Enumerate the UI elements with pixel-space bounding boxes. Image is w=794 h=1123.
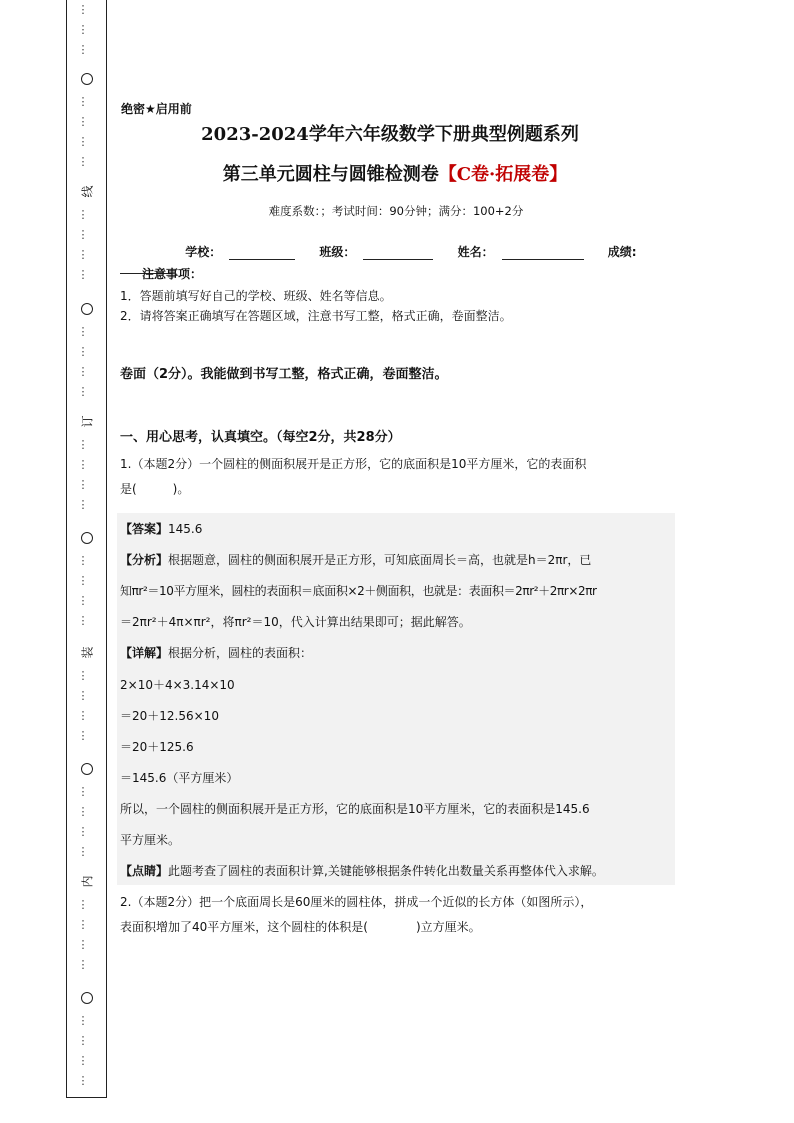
margin-dots: ⋮ ⋮ ⋮ ⋮ bbox=[77, 325, 89, 398]
question-2-line: 2.（本题2分）把一个底面周长是60厘米的圆柱体，拼成一个近似的长方体（如图所示）， bbox=[120, 895, 593, 909]
note-item: 2．请将答案正确填写在答题区域，注意书写工整，格式正确，卷面整洁。 bbox=[120, 309, 512, 323]
analysis-text: 根据题意，圆柱的侧面积展开是正方形，可知底面周长＝高，也就是h＝2πr，已 bbox=[168, 553, 592, 567]
detail-intro: 根据分析，圆柱的表面积： bbox=[168, 646, 313, 660]
margin-circle bbox=[81, 763, 93, 775]
class-label: 班级： bbox=[319, 245, 356, 259]
margin-dots: ⋮ ⋮ ⋮ ⋮ bbox=[77, 95, 89, 168]
comment-label: 【点睛】 bbox=[120, 864, 169, 878]
exam-title: 2023-2024学年六年级数学下册典型例题系列 bbox=[201, 124, 579, 145]
margin-label-zhuang: 装 bbox=[80, 646, 95, 659]
name-field[interactable] bbox=[502, 259, 584, 260]
margin-dots: ⋮ ⋮ ⋮ ⋮ bbox=[77, 438, 89, 511]
conclusion-line: 所以，一个圆柱的侧面积展开是正方形，它的底面积是10平方厘米，它的表面积是145.6 bbox=[120, 802, 590, 816]
analysis-line bbox=[120, 551, 676, 568]
subtitle-tag: 【C卷·拓展卷】 bbox=[438, 164, 568, 185]
margin-circle bbox=[81, 303, 93, 315]
margin-circle bbox=[81, 532, 93, 544]
question-1-line: 是( )。 bbox=[120, 482, 190, 496]
score-label: 成绩: bbox=[607, 245, 637, 259]
answer-value: 145.6 bbox=[168, 522, 203, 536]
class-field[interactable] bbox=[363, 259, 433, 260]
question-1-line: 1.（本题2分）一个圆柱的侧面积展开是正方形，它的底面积是10平方厘米，它的表面积 bbox=[120, 457, 587, 471]
section-heading: 一、用心思考，认真填空。（每空2分，共28分） bbox=[120, 430, 401, 445]
analysis-line: ＝2πr²＋4π×πr²，将πr²＝10，代入计算出结果即可；据此解答。 bbox=[120, 615, 471, 629]
answer-line bbox=[120, 520, 676, 537]
neatness-statement: 卷面（2分）。我能做到书写工整，格式正确，卷面整洁。 bbox=[120, 367, 448, 382]
question-1 bbox=[120, 452, 676, 502]
margin-circle bbox=[81, 992, 93, 1004]
school-field[interactable] bbox=[229, 259, 295, 260]
margin-label-nei: 内 bbox=[80, 875, 95, 888]
margin-dots: ⋮ ⋮ ⋮ bbox=[77, 3, 89, 56]
note-item: 1．答题前填写好自己的学校、班级、姓名等信息。 bbox=[120, 289, 392, 303]
answer-box bbox=[117, 513, 675, 885]
margin-dots: ⋮ ⋮ ⋮ ⋮ bbox=[77, 669, 89, 742]
calc-step: ＝20＋12.56×10 bbox=[120, 709, 219, 723]
margin-dots: ⋮ ⋮ ⋮ ⋮ bbox=[77, 898, 89, 971]
margin-circle bbox=[81, 73, 93, 85]
detail-line bbox=[120, 644, 676, 661]
exam-meta: 难度系数：；考试时间：90分钟；满分：100+2分 bbox=[268, 204, 524, 218]
exam-subtitle bbox=[180, 160, 610, 186]
comment-text: 此题考查了圆柱的表面积计算,关键能够根据条件转化出数量关系再整体代入求解。 bbox=[168, 864, 604, 878]
student-info bbox=[120, 243, 680, 274]
name-label: 姓名： bbox=[457, 245, 494, 259]
margin-label-xian: 线 bbox=[80, 185, 95, 198]
calc-step: 2×10＋4×3.14×10 bbox=[120, 678, 235, 692]
margin-label-ding: 订 bbox=[80, 415, 95, 428]
analysis-label: 【分析】 bbox=[120, 553, 169, 567]
margin-dots: ⋮ ⋮ ⋮ ⋮ bbox=[77, 785, 89, 858]
school-label: 学校： bbox=[185, 245, 222, 259]
calc-step: ＝20＋125.6 bbox=[120, 740, 194, 754]
margin-dots: ⋮ ⋮ ⋮ ⋮ bbox=[77, 208, 89, 281]
question-2-line: 表面积增加了40平方厘米，这个圆柱的体积是( )立方厘米。 bbox=[120, 920, 481, 934]
answer-label: 【答案】 bbox=[120, 522, 169, 536]
margin-dots: ⋮ ⋮ ⋮ ⋮ bbox=[77, 1014, 89, 1087]
analysis-line: 知πr²＝10平方厘米，圆柱的表面积＝底面积×2＋侧面积，也就是：表面积＝2πr²＋2πr×2πr bbox=[120, 584, 597, 598]
subtitle-main: 第三单元圆柱与圆锥检测卷 bbox=[222, 164, 439, 185]
margin-dots: ⋮ ⋮ ⋮ ⋮ bbox=[77, 554, 89, 627]
secret-label: 绝密★启用前 bbox=[121, 102, 192, 116]
detail-label: 【详解】 bbox=[120, 646, 169, 660]
question-2 bbox=[120, 890, 676, 940]
notes-heading: 注意事项： bbox=[142, 267, 203, 281]
calc-step: ＝145.6（平方厘米） bbox=[120, 771, 239, 785]
conclusion-line: 平方厘米。 bbox=[120, 833, 181, 847]
comment-line bbox=[120, 862, 676, 879]
